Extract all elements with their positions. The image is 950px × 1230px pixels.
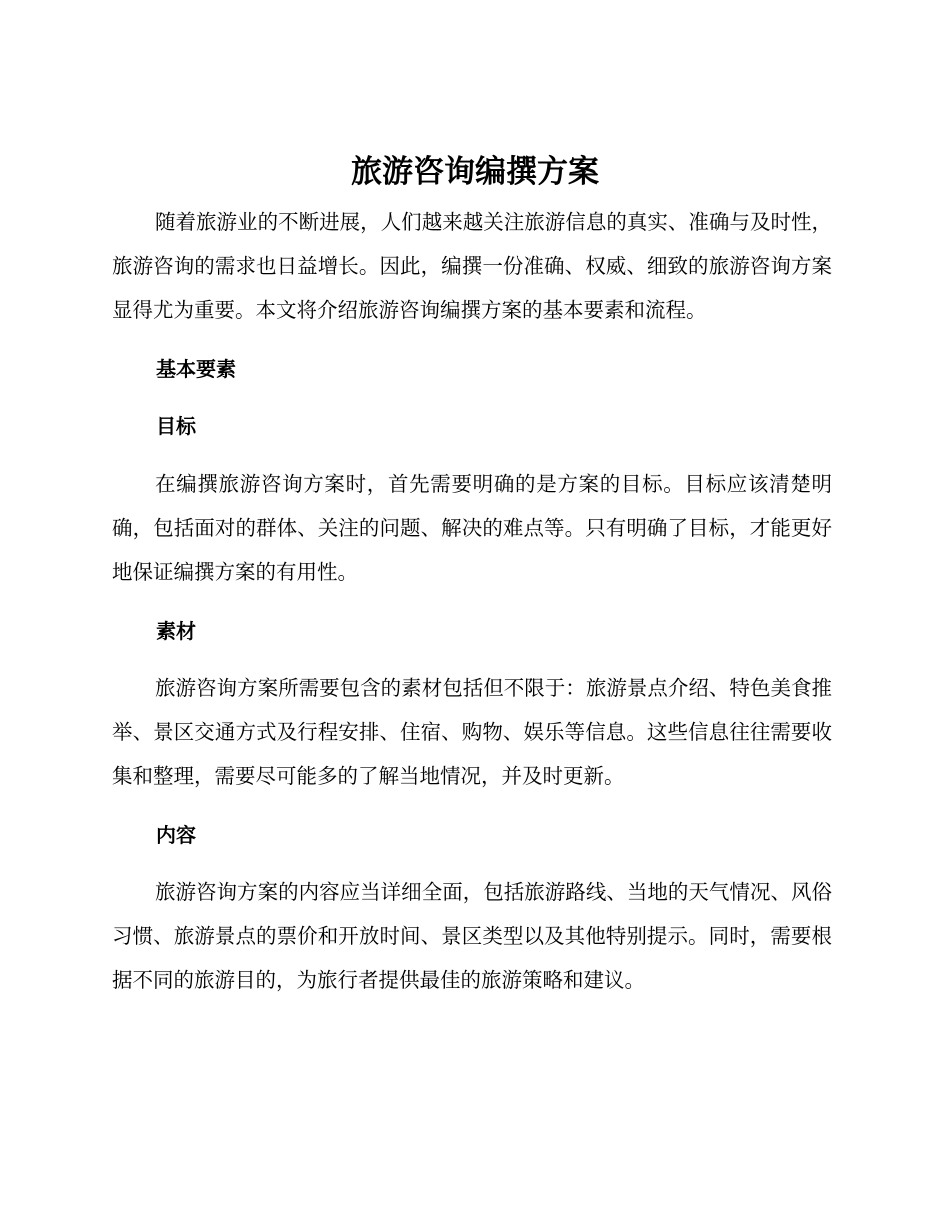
subsection-body-goal: 在编撰旅游咨询方案时，首先需要明确的是方案的目标。目标应该清楚明确，包括面对的群体、关注的问题、解决的难点等。只有明确了目标，才能更好地保证编撰方案的有用性。 (112, 472, 832, 584)
section-heading-basic-elements: 基本要素 (156, 357, 236, 381)
subsection-body-material: 旅游咨询方案所需要包含的素材包括但不限于：旅游景点介绍、特色美食推举、景区交通方式及行程安排、住宿、购物、娱乐等信息。这些信息往往需要收集和整理，需要尽可能多的了解当地情况，并及时更新。 (112, 676, 832, 788)
subsection-heading-goal: 目标 (156, 414, 196, 438)
subsection-heading-material: 素材 (156, 619, 196, 643)
document-title: 旅游咨询编撰方案 (351, 154, 599, 190)
subsection-heading-content: 内容 (156, 823, 196, 847)
subsection-body-content: 旅游咨询方案的内容应当详细全面，包括旅游路线、当地的天气情况、风俗习惯、旅游景点的票价和开放时间、景区类型以及其他特别提示。同时，需要根据不同的旅游目的，为旅行者提供最佳的旅游策略和建议。 (112, 880, 832, 992)
intro-paragraph: 随着旅游业的不断进展，人们越来越关注旅游信息的真实、准确与及时性，旅游咨询的需求也日益增长。因此，编撰一份准确、权威、细致的旅游咨询方案显得尤为重要。本文将介绍旅游咨询编撰方案的基本要素和流程。 (112, 210, 832, 322)
